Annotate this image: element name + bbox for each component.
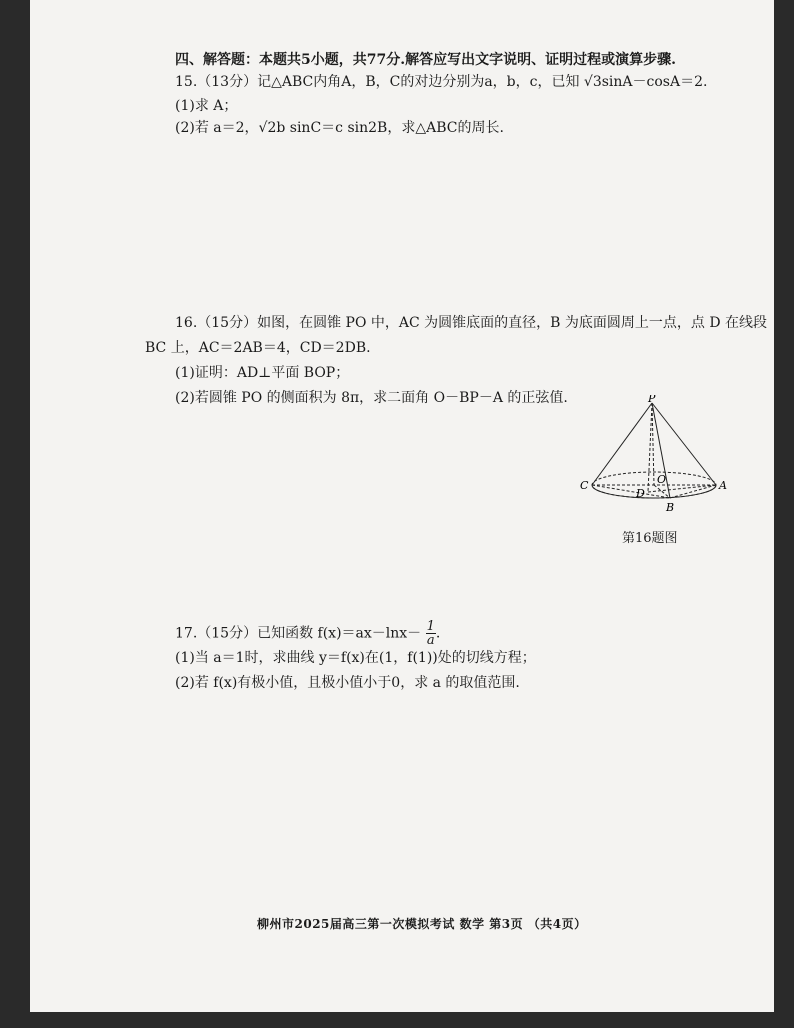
q17-part2: (2)若 f(x)有极小值，且极小值小于0，求 a 的取值范围. (175, 675, 520, 691)
q17-fraction (426, 620, 436, 647)
label-B: B (666, 501, 675, 514)
q16-part1: (1)证明：AD⊥平面 BOP； (175, 365, 350, 381)
section-title: 四、解答题：本题共5小题，共77分.解答应写出文字说明、证明过程或演算步骤. (175, 52, 676, 68)
label-D: D (636, 487, 645, 500)
q15-part1: (1)求 A； (175, 98, 238, 114)
q17-part1: (1)当 a＝1时，求曲线 y＝f(x)在(1，f(1))处的切线方程； (175, 650, 536, 666)
cone-figure (580, 395, 740, 525)
figure-caption: 第16题图 (622, 531, 678, 546)
q17-frac-den: a (426, 633, 435, 648)
label-C: C (580, 479, 589, 492)
q17-frac-num: 1 (426, 619, 435, 634)
q17-stem-text: 17.（15分）已知函数 f(x)＝ax－lnx－ (175, 625, 422, 642)
q16-stem-line1: 16.（15分）如图，在圆锥 PO 中，AC 为圆锥底面的直径，B 为底面圆周上一点，点 D 在线段 (175, 315, 768, 331)
q17-stem-period: . (435, 625, 441, 642)
q16-part2: (2)若圆锥 PO 的侧面积为 8π，求二面角 O－BP－A 的正弦值. (175, 390, 568, 406)
scan-edge (0, 1012, 794, 1028)
q15-part2: (2)若 a＝2，√2b sinC＝c sin2B，求△ABC的周长. (175, 120, 504, 136)
label-O: O (657, 473, 667, 486)
page-footer: 柳州市2025届高三第一次模拟考试 数学 第3页 （共4页） (257, 917, 587, 931)
label-P: P (648, 395, 656, 405)
q16-stem-line2: BC 上，AC＝2AB＝4，CD＝2DB. (145, 340, 371, 356)
q17-stem (175, 620, 440, 647)
label-A: A (719, 479, 727, 492)
q15-stem: 15.（13分）记△ABC内角A，B，C的对边分别为a，b，c，已知 √3sinA－cosA＝2. (175, 74, 708, 90)
